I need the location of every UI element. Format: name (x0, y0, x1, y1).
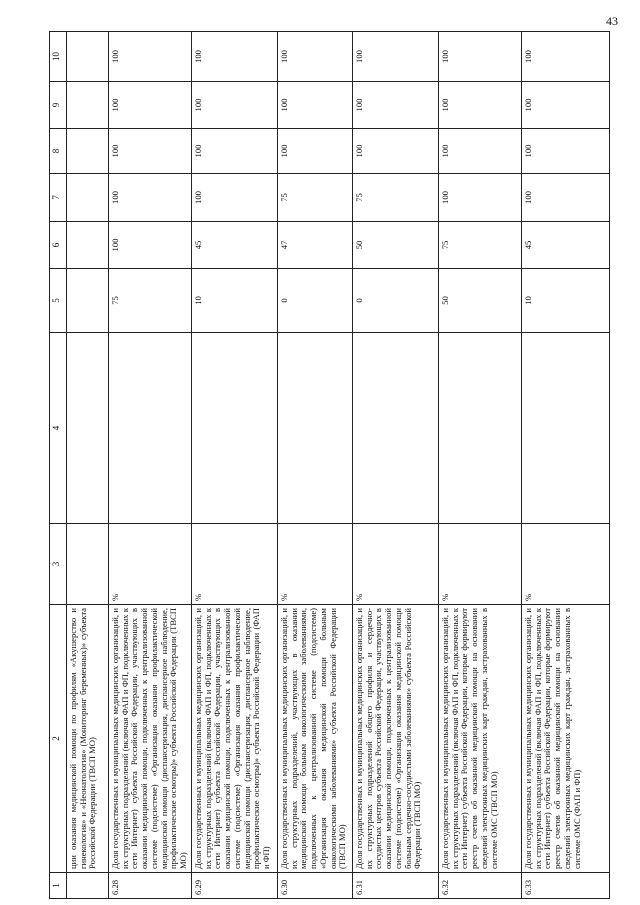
unit-cell: % (522, 524, 610, 605)
table-row-6-33 (522, 32, 610, 899)
value-col8: 100 (109, 129, 192, 174)
indicator-text: Доля государственных и муниципальных медицинских организаций, и их структурных подразделений общего профиля и сердечно-сосудистых центров субъекта Российской Федерации, участвующих в оказании медицинской помощи, подключенных к централизованной системе (подсистеме) «Организация оказания медицинской помощи больным сердечно-сосудистыми заболеваниями» субъекта Российской Федерации (ТВСП МО) (353, 605, 439, 873)
value-col6: 47 (278, 222, 353, 269)
cell (67, 174, 109, 222)
table-row-6-29 (192, 32, 278, 899)
value-col6: 100 (109, 222, 192, 269)
value-col8: 100 (522, 129, 610, 174)
value-col5: 75 (109, 269, 192, 333)
value-col6: 50 (353, 222, 439, 269)
value-col8: 100 (278, 129, 353, 174)
value-col9: 100 (522, 82, 610, 129)
value-col10: 100 (192, 32, 278, 82)
cell (67, 82, 109, 129)
header-cell: 1 (50, 873, 67, 899)
value-col9: 100 (439, 82, 522, 129)
value-col4 (109, 333, 192, 524)
header-cell: 3 (50, 524, 67, 605)
table-row-6-28 (109, 32, 192, 899)
header-cell: 7 (50, 174, 67, 222)
cell (67, 222, 109, 269)
unit-cell: % (353, 524, 439, 605)
value-col4 (353, 333, 439, 524)
indicator-text: Доля государственных и муниципальных медицинских организаций, и их структурных подразделений (включая ФАП и ФП, подключенных к сети Интернет) субъекта Российской Федерации, участвующих в оказании медицинской помощи, подключенных к централизованной системе (подсистеме) «Организация оказания профилактической медицинской помощи (диспансеризация, диспансерное наблюдение, профилактические осмотры)» субъекта Российской Федерации (ФАП и ФП) (192, 605, 278, 873)
unit-cell: % (109, 524, 192, 605)
value-col7: 100 (439, 174, 522, 222)
value-col4 (439, 333, 522, 524)
row-number-cell: 6.33 (522, 873, 610, 899)
value-col9: 100 (109, 82, 192, 129)
value-col7: 75 (353, 174, 439, 222)
value-col8: 100 (439, 129, 522, 174)
value-col10: 100 (353, 32, 439, 82)
value-col4 (522, 333, 610, 524)
value-col7: 100 (522, 174, 610, 222)
value-col7: 100 (109, 174, 192, 222)
value-col4 (192, 333, 278, 524)
indicator-text: Доля государственных и муниципальных медицинских организаций, и их структурных подразделений (включая ФАП и ФП, подключенных к сети Интернет) субъекта Российской Федерации, участвующих в оказании медицинской помощи, подключенных к централизованной системе (подсистеме) «Организация оказания профилактической медицинской помощи (диспансеризация, диспансерное наблюдение, профилактические осмотры)» субъекта Российской Федерации (ТВСП МО) (109, 605, 192, 873)
header-cell: 8 (50, 129, 67, 174)
indicator-text: ции оказания медицинской помощи по профилям «Акушерство и гинекология» и «Неонатология» (Мониторинг беременных)» субъекта Российской Федерации (ТВСП МО) (67, 605, 109, 873)
cell (67, 333, 109, 524)
row-number-cell: 6.28 (109, 873, 192, 899)
value-col10: 100 (278, 32, 353, 82)
value-col5: 0 (353, 269, 439, 333)
value-col8: 100 (353, 129, 439, 174)
header-cell: 9 (50, 82, 67, 129)
value-col10: 100 (522, 32, 610, 82)
unit-cell: % (439, 524, 522, 605)
header-cell: 10 (50, 32, 67, 82)
header-cell: 4 (50, 333, 67, 524)
indicator-text: Доля государственных и муниципальных медицинских организаций, и их структурных подразделений (включая ФАП и ФП, подключенных к сети Интернет) субъекта Российской Федерации, которые формируют реестр счетов об оказанной медицинской помощи на основании сведений электронных медицинских карт граждан, застрахованных в системе ОМС (ФАП и ФП) (522, 605, 610, 873)
value-col6: 45 (522, 222, 610, 269)
value-col9: 100 (192, 82, 278, 129)
value-col9: 100 (278, 82, 353, 129)
value-col10: 100 (109, 32, 192, 82)
indicator-text: Доля государственных и муниципальных медицинских организаций, и их структурных подразделений (включая ФАП и ФП, подключенных к сети Интернет) субъекта Российской Федерации, которые формируют реестр счетов об оказанной медицинской помощи на основании сведений электронных медицинских карт граждан, застрахованных в системе ОМС (ТВСП МО) (439, 605, 522, 873)
value-col7: 100 (192, 174, 278, 222)
row-number-cell: 6.29 (192, 873, 278, 899)
row-number-cell: 6.32 (439, 873, 522, 899)
table-row-6-32 (439, 32, 522, 899)
value-col7: 75 (278, 174, 353, 222)
value-col5: 0 (278, 269, 353, 333)
unit-cell: % (192, 524, 278, 605)
cell (67, 524, 109, 605)
table-row-6-30 (278, 32, 353, 899)
header-row (50, 32, 67, 899)
value-col5: 50 (439, 269, 522, 333)
table-row-6-31 (353, 32, 439, 899)
cell (67, 269, 109, 333)
header-cell: 2 (50, 605, 67, 873)
value-col4 (278, 333, 353, 524)
value-col6: 45 (192, 222, 278, 269)
page-number: 43 (606, 14, 618, 28)
value-col8: 100 (192, 129, 278, 174)
header-cell: 5 (50, 269, 67, 333)
cell (67, 32, 109, 82)
table-row-continuation (67, 32, 109, 899)
header-cell: 6 (50, 222, 67, 269)
row-number-cell (67, 873, 109, 899)
value-col10: 100 (439, 32, 522, 82)
row-number-cell: 6.30 (278, 873, 353, 899)
indicators-table (49, 31, 610, 899)
value-col5: 10 (522, 269, 610, 333)
value-col9: 100 (353, 82, 439, 129)
value-col5: 10 (192, 269, 278, 333)
indicator-text: Доля государственных и муниципальных медицинских организаций, и их структурных подразделений, участвующих в оказании медицинской помощи больным онкологическими заболеваниями, подключенных к централизованной системе (подсистеме) «Организация оказания медицинской помощи больным онкологическими заболеваниями» субъекта Российской Федерации (ТВСП МО) (278, 605, 353, 873)
value-col6: 75 (439, 222, 522, 269)
row-number-cell: 6.31 (353, 873, 439, 899)
unit-cell: % (278, 524, 353, 605)
cell (67, 129, 109, 174)
